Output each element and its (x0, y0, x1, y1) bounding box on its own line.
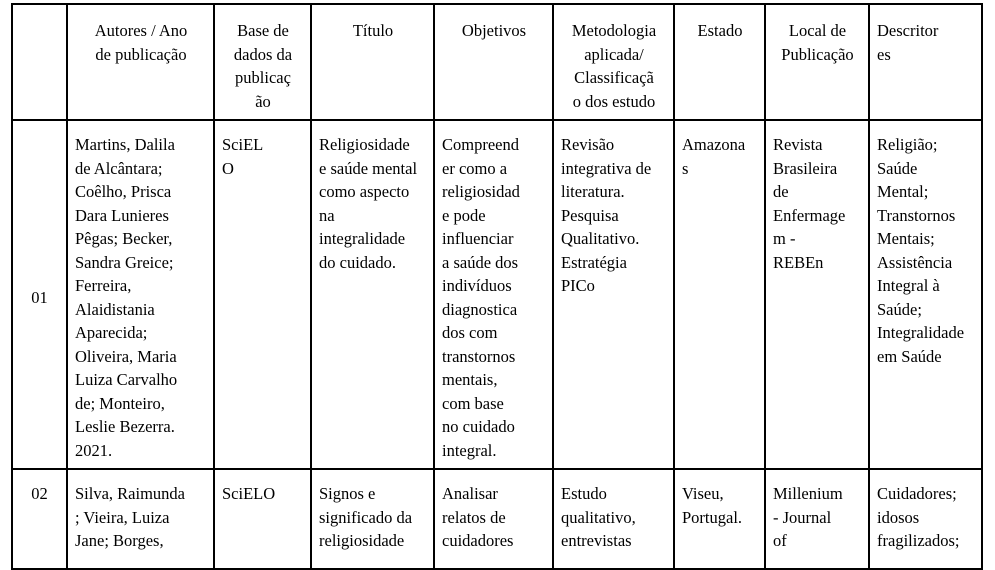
cell-database: SciELO (214, 469, 311, 569)
cell-descriptors: Cuidadores; idosos fragilizados; (869, 469, 982, 569)
cell-publication-venue: Revista Brasileira de Enfermage m - REBEn (765, 120, 869, 469)
cell-descriptors: Religião; Saúde Mental; Transtornos Mentais; Assistência Integral à Saúde; Integralidade em Saúde (869, 120, 982, 469)
cell-state: Amazona s (674, 120, 765, 469)
cell-authors-year: Silva, Raimunda ; Vieira, Luiza Jane; Borges, (67, 469, 214, 569)
cell-objectives: Analisar relatos de cuidadores (434, 469, 553, 569)
cell-title: Signos e significado da religiosidade (311, 469, 434, 569)
cell-authors-year: Martins, Dalila de Alcântara; Coêlho, Prisca Dara Lunieres Pêgas; Becker, Sandra Greice; Ferreira, Alaidistania Aparecida; Oliveira, Maria Luiza Carvalho de; Monteiro, Leslie Bezerra. 2021. (67, 120, 214, 469)
cell-database: SciEL O (214, 120, 311, 469)
header-state: Estado (674, 4, 765, 120)
row-number: 02 (12, 469, 67, 569)
cell-methodology: Estudo qualitativo, entrevistas (553, 469, 674, 569)
header-number (12, 4, 67, 120)
header-database: Base de dados da publicaç ão (214, 4, 311, 120)
header-authors-year: Autores / Ano de publicação (67, 4, 214, 120)
cell-state: Viseu, Portugal. (674, 469, 765, 569)
header-publication-venue: Local de Publicação (765, 4, 869, 120)
header-objectives: Objetivos (434, 4, 553, 120)
header-title: Título (311, 4, 434, 120)
header-methodology: Metodologia aplicada/ Classificaçã o dos estudo (553, 4, 674, 120)
table-row (12, 469, 982, 569)
cell-methodology: Revisão integrativa de literatura. Pesquisa Qualitativo. Estratégia PICo (553, 120, 674, 469)
table-row (12, 120, 982, 469)
cell-objectives: Compreend er como a religiosidad e pode influenciar a saúde dos indivíduos diagnostica dos com transtornos mentais, com base no cuidado integral. (434, 120, 553, 469)
table-header-row (12, 4, 982, 120)
header-descriptors: Descritor es (869, 4, 982, 120)
cell-publication-venue: Millenium - Journal of (765, 469, 869, 569)
cell-title: Religiosidade e saúde mental como aspecto na integralidade do cuidado. (311, 120, 434, 469)
row-number: 01 (12, 120, 67, 469)
literature-review-table (11, 3, 983, 570)
